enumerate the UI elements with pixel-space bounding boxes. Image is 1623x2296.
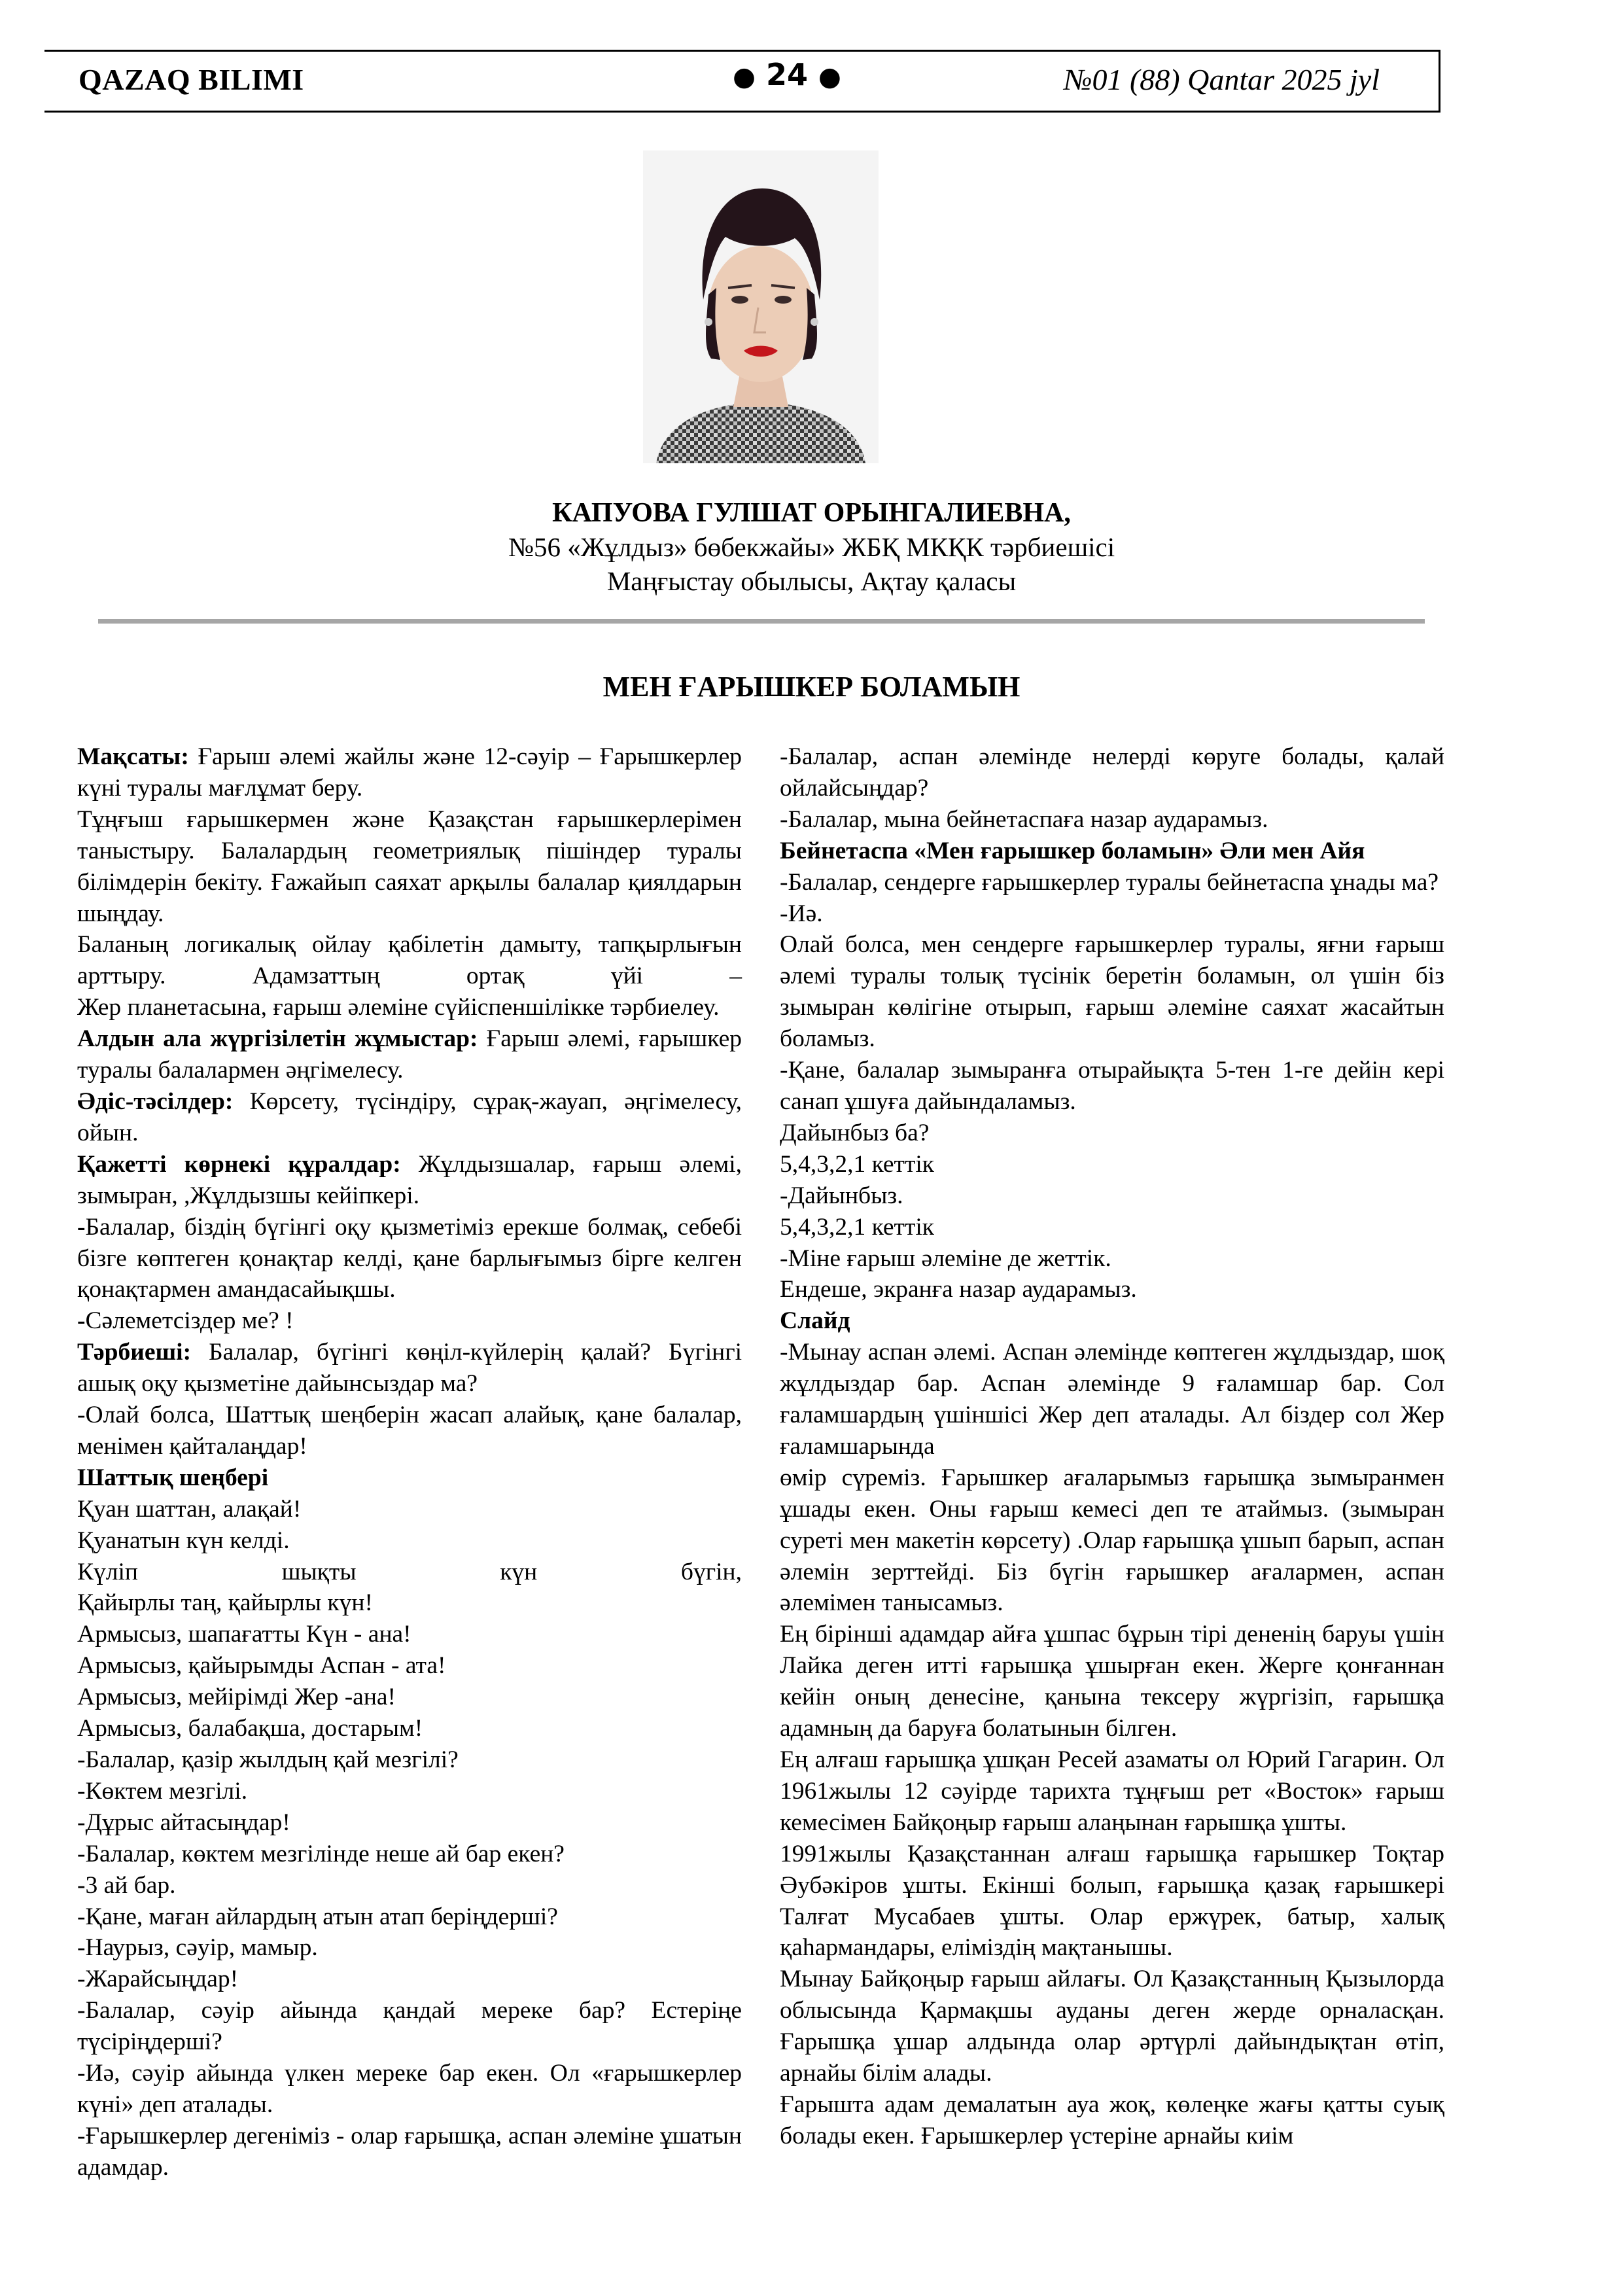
article-paragraph — [77, 1776, 742, 1807]
article-paragraph — [77, 1870, 742, 1901]
article-paragraph — [77, 1964, 742, 1995]
paragraph-text: -Қане, балалар зымыранға отырайықта 5-тен 1-ге дейін кері санап ұшуға дайындаламыз. — [780, 1057, 1444, 1115]
paragraph-text: Балалар, біздің бүгінгі оқу қызметіміз ерекше болмақ, себебі бізге көптеген қонақтар келді, қане барлығымыз бірге келген қонақтармен амандасайықшы. — [77, 1213, 742, 1303]
paragraph-text: Армысыз, шапағатты Күн - ана! — [77, 1621, 411, 1648]
article-paragraph — [780, 741, 1444, 804]
article-paragraph — [77, 1682, 742, 1713]
bullet-icon: ● — [818, 62, 841, 92]
article-paragraph — [780, 1619, 1444, 1744]
article-paragraph — [77, 1525, 742, 1557]
article-paragraph — [77, 1149, 742, 1212]
article-paragraph — [77, 1494, 742, 1525]
paragraph-label: Алдын ала жүргізілетін жұмыстар: — [77, 1025, 478, 1053]
article-paragraph — [77, 1932, 742, 1964]
paragraph-text: Қуан шаттан, алақай! — [77, 1495, 302, 1523]
paragraph-text: өмір сүреміз. Ғарышкер ағаларымыз ғарышқа зымыранмен ұшады екен. Оны ғарыш кемесі деп те атаймыз. (зымыран суреті мен макетін көрсету) .Олар ғарышқа ұшып барып, аспан әлемін зерттейді. Біз бүгін ғарышкер ағалармен, аспан әлемімен танысамыз. — [780, 1464, 1444, 1617]
article-paragraph — [77, 1839, 742, 1870]
article-paragraph — [77, 1086, 742, 1149]
author-position: №56 «Жұлдыз» бөбекжайы» ЖБҚ МКҚК тәрбиешісі — [508, 532, 1115, 562]
article-paragraph — [77, 804, 742, 930]
article-paragraph — [780, 1462, 1444, 1619]
paragraph-text: Олай болса, мен сендерге ғарышкерлер туралы, яғни ғарыш әлемі туралы толық түсінік беретін боламын, ол үшін біз зымыран көлігіне отырып, ғарыш әлеміне саяхат жасайтын боламыз. — [780, 931, 1444, 1053]
article-paragraph — [780, 1212, 1444, 1243]
article-paragraph — [780, 1744, 1444, 1839]
article-paragraph — [77, 1212, 742, 1306]
paragraph-text: Мынау Байқоңыр ғарыш айлағы. Ол Қазақстанның Қызылорда облысында Қармақшы ауданы деген жерде орналасқан. Ғарышқа ұшар алдында олар әртүрлі дайындықтан өтіп, арнайы білім алады. — [780, 1966, 1444, 2087]
article-paragraph — [77, 1901, 742, 1933]
article-paragraph — [77, 1023, 742, 1086]
paragraph-text: -Балалар, сендерге ғарышкерлер туралы бейнетаспа ұнады ма? — [780, 868, 1439, 896]
paragraph-text: Қайырлы таң, қайырлы күн! — [77, 1589, 373, 1617]
paragraph-text: -Дайынбыз. — [780, 1182, 903, 1209]
paragraph-text: Ең алғаш ғарышқа ұшқан Ресей азаматы ол Юрий Гагарин. Ол 1961жылы 12 сәуірде тарихта тұңғыш рет «Восток» ғарыш кемесімен Байқоңыр ғарыш алаңынан ғарышқа ұшты. — [780, 1746, 1444, 1836]
paragraph-text: -3 ай бар. — [77, 1871, 176, 1899]
paragraph-text: Балалар, бүгінгі көңіл-күйлерің қалай? Бүгінгі ашық оқу қызметіне дайынсыздар ма? — [77, 1339, 742, 1398]
paragraph-text: Дайынбыз ба? — [780, 1119, 930, 1146]
author-location: Маңғыстау обылысы, Ақтау қаласы — [606, 566, 1017, 596]
paragraph-text: Қуанатын күн келді. — [77, 1527, 290, 1554]
article-paragraph — [77, 1587, 742, 1619]
article-paragraph — [77, 1305, 742, 1337]
paragraph-text: -Міне ғарыш әлеміне де жеттік. — [780, 1245, 1111, 1272]
paragraph-text: Көрсету, түсіндіру, сұрақ-жауап, әңгімелесу, ойын. — [77, 1087, 742, 1146]
article-paragraph — [77, 1462, 742, 1494]
article-paragraph — [780, 929, 1444, 1055]
paragraph-text: Ғарыш әлемі жайлы және 12-сәуір – Ғарышкерлер күні туралы мағлұмат беру. — [77, 743, 742, 802]
left-column — [77, 741, 742, 2183]
article-paragraph — [77, 992, 742, 1023]
paragraph-text: -Қане, маған айлардың атын атап беріңдерші? — [77, 1903, 558, 1930]
paragraph-label: Әдіс-тәсілдер: — [77, 1087, 234, 1115]
paragraph-label: - — [77, 1307, 86, 1335]
paragraph-text: -Ғарышкерлер дегеніміз - олар ғарышқа, аспан әлеміне ұшатын адамдар. — [77, 2122, 742, 2181]
divider — [98, 619, 1425, 624]
issue-info: №01 (88) Qantar 2025 jyl — [1064, 63, 1380, 96]
article-paragraph — [780, 1839, 1444, 1964]
page-number-block — [699, 57, 875, 92]
article-paragraph — [77, 2058, 742, 2121]
article-paragraph — [77, 1337, 742, 1400]
paragraph-text: -Жарайсыңдар! — [77, 1966, 239, 1993]
paragraph-text: 5,4,3,2,1 кеттік — [780, 1150, 934, 1178]
paragraph-text: Жер планетасына, ғарыш әлеміне сүйіспеншілікке тәрбиелеу. — [77, 994, 720, 1021]
article-paragraph — [780, 804, 1444, 836]
paragraph-text: -Иә, сәуір айында үлкен мереке бар екен. Ол «ғарышкерлер күні» деп аталады. — [77, 2060, 742, 2118]
article-paragraph — [77, 2121, 742, 2183]
article-paragraph — [77, 1744, 742, 1776]
page-header — [44, 50, 1440, 113]
paragraph-text: -Балалар, сәуір айында қандай мереке бар? Естеріңе түсіріңдерші? — [77, 1997, 742, 2056]
paragraph-text: 1991жылы Қазақстаннан алғаш ғарышқа ғарышкер Тоқтар Әубәкіров ұшты. Екінші болып, ғарышқа қазақ ғарышкері Талғат Мусабаев ұшты. Олар ержүрек, батыр, халық қаһармандары, еліміздің мақтанышы. — [780, 1840, 1444, 1962]
article-paragraph — [77, 929, 742, 992]
paragraph-text: Армысыз, балабақша, достарым! — [77, 1715, 423, 1742]
paragraph-text: Армысыз, қайырымды Аспан - ата! — [77, 1652, 446, 1680]
paragraph-text: Тұңғыш ғарышкермен және Қазақстан ғарышкерлерімен таныстыру. Балалардың геометриялық пішіндер туралы білімдерін бекіту. Ғажайып саяхат арқылы балалар қиялдарын шыңдау. — [77, 805, 742, 927]
paragraph-label: - — [77, 1213, 86, 1241]
paragraph-text: Күліп шықты күн бүгін, — [77, 1558, 742, 1585]
article-paragraph — [780, 836, 1444, 867]
paragraph-text: Сәлеметсіздер ме? ! — [85, 1307, 294, 1335]
paragraph-text: -Олай болса, Шаттық шеңберін жасап алайық, қане балалар, менімен қайталаңдар! — [77, 1402, 742, 1460]
article-paragraph — [780, 1305, 1444, 1337]
paragraph-label: Мақсаты: — [77, 743, 189, 770]
right-column — [780, 741, 1444, 2152]
paragraph-label: Қажетті көрнекі құралдар: — [77, 1150, 401, 1178]
author-name: КАПУОВА ГУЛШАТ ОРЫНГАЛИЕВНА, — [552, 498, 1071, 528]
paragraph-text: -Мынау аспан әлемі. Аспан әлемінде көптеген жұлдыздар, шоқ жұлдыздар бар. Аспан әлемінде 9 ғаламшар бар. Сол ғаламшардың үшіншісі Жер деп аталады. Ал біздер сол Жер ғаламшарында — [780, 1339, 1444, 1460]
author-byline — [0, 496, 1623, 598]
paragraph-text: Армысыз, мейірімді Жер -ана! — [77, 1684, 396, 1711]
paragraph-text: Баланың логикалық ойлау қабілетін дамыту, тапқырлығын арттыру. Адамзаттың ортақ үйі – — [77, 931, 742, 990]
author-photo — [643, 150, 879, 463]
paragraph-text: Ендеше, экранға назар аударамыз. — [780, 1276, 1137, 1303]
paragraph-text: Ең бірінші адамдар айға ұшпас бұрын тірі дененің баруы үшін Лайка деген итті ғарышқа ұшырған екен. Жерге қонғаннан кейін оның денесіне, қанына тексеру жүргізіп, ғарышқа адамның да баруға болатынын білген. — [780, 1621, 1444, 1742]
paragraph-label: Шаттық шеңбері — [77, 1464, 269, 1491]
article-paragraph — [780, 1180, 1444, 1212]
article-paragraph — [77, 1807, 742, 1839]
paragraph-label: Слайд — [780, 1307, 850, 1335]
article-paragraph — [780, 1149, 1444, 1180]
article-title: МЕН ҒАРЫШКЕР БОЛАМЫН — [602, 671, 1021, 703]
article-paragraph — [77, 1619, 742, 1650]
paragraph-text: Ғарышта адам демалатын ауа жоқ, көлеңке жағы қатты суық болады екен. Ғарышкерлер үстеріне арнайы киім — [780, 2091, 1444, 2149]
journal-name: QAZAQ BILIMI — [79, 63, 304, 96]
paragraph-text: -Иә. — [780, 900, 823, 927]
paragraph-text: -Балалар, көктем мезгілінде неше ай бар екен? — [77, 1840, 565, 1867]
article-paragraph — [77, 1557, 742, 1588]
paragraph-text: -Наурыз, сәуір, мамыр. — [77, 1934, 318, 1962]
article-paragraph — [77, 1650, 742, 1682]
paragraph-text: -Көктем мезгілі. — [77, 1777, 248, 1805]
paragraph-text: -Балалар, қазір жылдың қай мезгілі? — [77, 1746, 459, 1773]
article-paragraph — [77, 1400, 742, 1462]
paragraph-text: 5,4,3,2,1 кеттік — [780, 1213, 934, 1241]
paragraph-label: Бейнетаспа «Мен ғарышкер боламын» Әли мен Айя — [780, 837, 1365, 864]
page-number: 24 — [765, 57, 808, 92]
article-paragraph — [77, 1995, 742, 2058]
paragraph-label: Тәрбиеші: — [77, 1339, 192, 1366]
paragraph-text: -Балалар, мына бейнетаспаға назар аударамыз. — [780, 805, 1268, 833]
article-paragraph — [780, 1337, 1444, 1462]
paragraph-text: Жұлдызшалар, ғарыш әлемі, зымыран, ,Жұлдызшы кейіпкері. — [77, 1150, 742, 1209]
article-paragraph — [780, 2089, 1444, 2152]
article-paragraph — [780, 1118, 1444, 1149]
article-paragraph — [780, 1964, 1444, 2089]
paragraph-text: -Балалар, аспан әлемінде нелерді көруге болады, қалай ойлайсыңдар? — [780, 743, 1444, 802]
article-paragraph — [780, 898, 1444, 930]
paragraph-text: Ғарыш әлемі, ғарышкер туралы балалармен әңгімелесу. — [77, 1025, 742, 1084]
article-paragraph — [780, 1055, 1444, 1118]
article-paragraph — [780, 867, 1444, 898]
article-paragraph — [780, 1243, 1444, 1275]
bullet-icon: ● — [733, 62, 756, 92]
article-paragraph — [780, 1274, 1444, 1305]
article-paragraph — [77, 741, 742, 804]
paragraph-text: -Дұрыс айтасыңдар! — [77, 1809, 290, 1836]
article-paragraph — [77, 1713, 742, 1744]
